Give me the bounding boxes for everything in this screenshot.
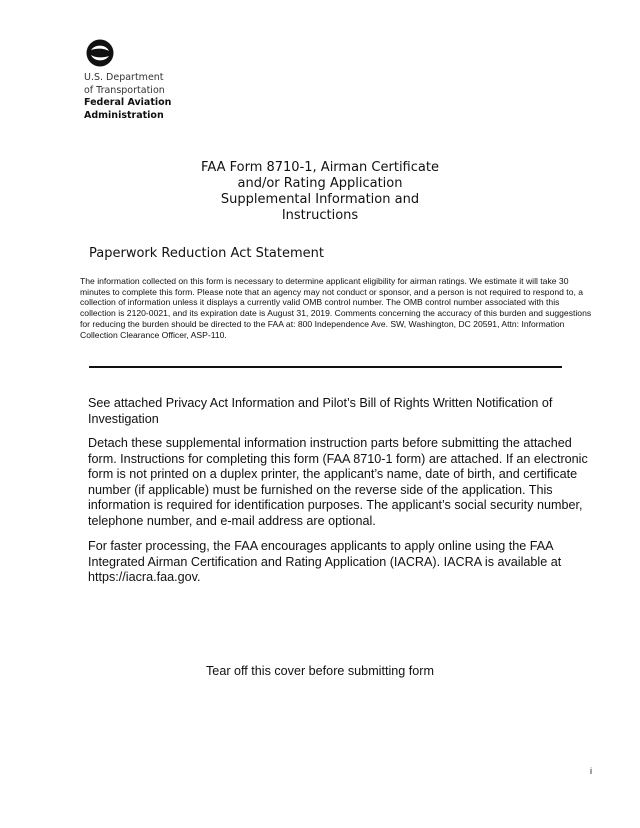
- pra-heading: Paperwork Reduction Act Statement: [89, 246, 324, 261]
- tear-off-notice: Tear off this cover before submitting form: [206, 664, 434, 678]
- pra-line: Collection Clearance Officer, ASP-110.: [80, 329, 227, 340]
- dot-logo-icon: [86, 39, 114, 67]
- detach-line: information is required for identification purposes. The applicant’s social security number,: [88, 498, 583, 512]
- detach-instructions: [88, 436, 588, 529]
- online-line: Integrated Airman Certification and Rating Application (IACRA). IACRA is available at: [88, 554, 562, 569]
- agency-name-line: Administration: [84, 109, 164, 121]
- detach-line: Detach these supplemental information instruction parts before submitting the attached: [88, 436, 572, 450]
- agency-block: [84, 72, 171, 122]
- document-title: [170, 160, 470, 224]
- pra-line: collection of information unless it displays a currently valid OMB control number. The OMB control number associated with this: [80, 297, 560, 308]
- agency-name-line: Federal Aviation: [84, 97, 172, 108]
- privacy-notice: [88, 396, 558, 427]
- detach-line: form. Instructions for completing this form (FAA 8710-1 form) are attached. If an electronic: [88, 451, 588, 466]
- detach-line: telephone number, and e-mail address are optional.: [88, 513, 376, 528]
- page-number: i: [590, 766, 592, 776]
- pra-line: collection is 2120-0021, and its expiration date is August 31, 2019. Comments concerning the accuracy of this burden and suggestions: [80, 308, 592, 319]
- online-line: For faster processing, the FAA encourages applicants to apply online using the FAA: [88, 539, 554, 553]
- privacy-line: Investigation: [88, 411, 159, 426]
- detach-line: form is not printed on a duplex printer, the applicant’s name, date of birth, and certificate: [88, 467, 578, 481]
- online-line: https://iacra.faa.gov.: [88, 570, 201, 584]
- pra-statement: [80, 276, 592, 340]
- title-line: Supplemental Information and: [220, 192, 420, 207]
- pra-line: minutes to complete this form. Please note that an agency may not conduct or sponsor, and a person is not required to respond to, a: [80, 286, 584, 297]
- title-line: Instructions: [281, 208, 359, 223]
- title-line: FAA Form 8710-1, Airman Certificate: [201, 160, 439, 175]
- title-line: and/or Rating Application: [237, 176, 403, 191]
- section-divider: [89, 366, 562, 368]
- department-line: of Transportation: [84, 84, 165, 96]
- department-line: U.S. Department: [84, 72, 164, 83]
- online-processing-note: [88, 539, 562, 586]
- pra-line: The information collected on this form is necessary to determine applicant eligibility for airman ratings. We estimate it will take 30: [80, 276, 569, 286]
- pra-line: for reducing the burden should be directed to the FAA at: 800 Independence Ave. SW, Washington, DC 20591, Attn: Information: [80, 318, 565, 329]
- privacy-line: See attached Privacy Act Information and Pilot’s Bill of Rights Written Notification of: [88, 396, 553, 410]
- detach-line: number (if applicable) must be furnished on the reverse side of the application. This: [88, 482, 553, 497]
